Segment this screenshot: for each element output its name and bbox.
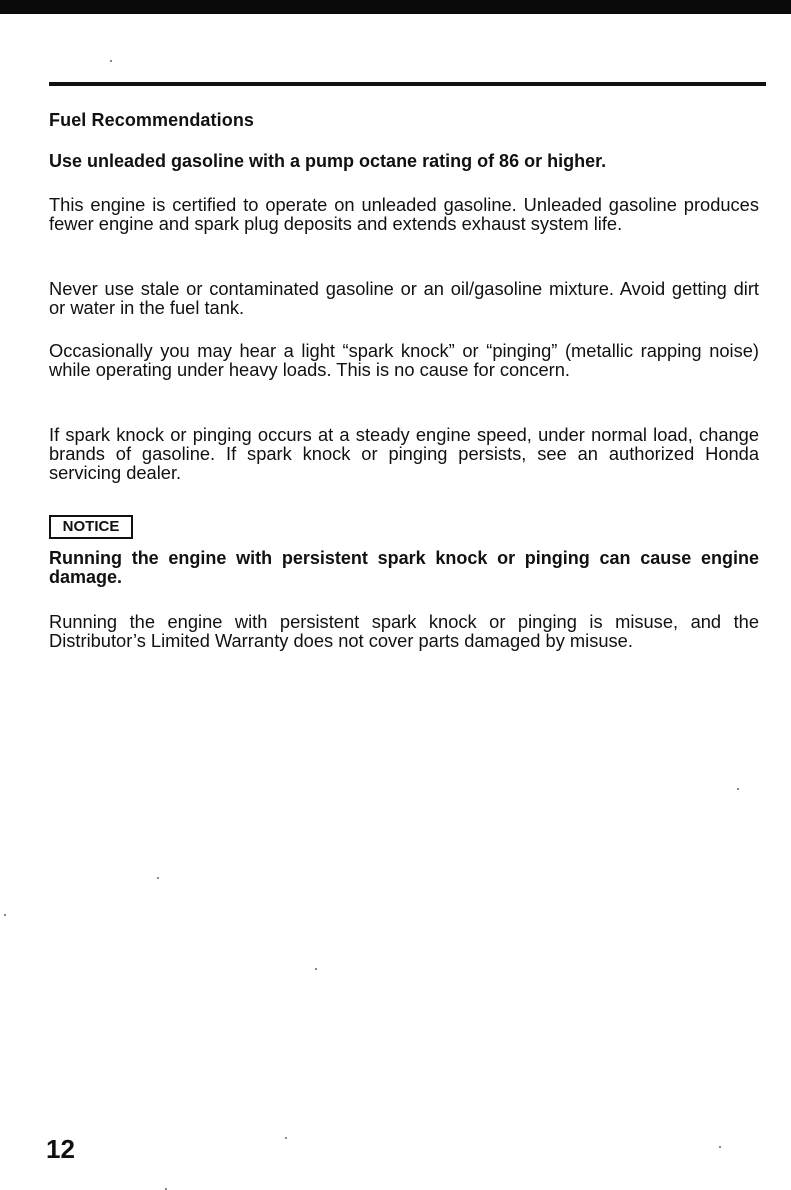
notice-warning: Running the engine with persistent spark knock or pinging can cause engine damage. [49, 548, 759, 587]
page-number: 12 [46, 1134, 75, 1164]
scan-speck [4, 914, 6, 916]
scan-speck [719, 1146, 721, 1148]
scan-speck [157, 877, 159, 879]
scan-top-edge [0, 0, 791, 14]
paragraph-unleaded: This engine is certified to operate on unleaded gasoline. Unleaded gasoline produces fewer engine and spark plug deposits and extends exhaust system life. [49, 194, 759, 234]
scan-speck [110, 60, 112, 62]
paragraph-spark-knock: Occasionally you may hear a light “spark knock” or “pinging” (metallic rapping noise) while operating under heavy loads. This is no cause for concern. [49, 340, 759, 380]
scan-speck [285, 1137, 287, 1139]
section-rule [49, 82, 766, 86]
notice-label: NOTICE [49, 515, 133, 539]
octane-requirement: Use unleaded gasoline with a pump octane rating of 86 or higher. [49, 151, 607, 171]
scan-speck [315, 968, 317, 970]
paragraph-change-brands: If spark knock or pinging occurs at a steady engine speed, under normal load, change brands of gasoline. If spark knock or pinging persists, see an authorized Honda servicing dealer. [49, 424, 759, 483]
paragraph-stale-fuel: Never use stale or contaminated gasoline or an oil/gasoline mixture. Avoid getting dirt or water in the fuel tank. [49, 278, 759, 318]
scan-speck [737, 788, 739, 790]
section-heading: Fuel Recommendations [49, 110, 255, 130]
paragraph-misuse: Running the engine with persistent spark knock or pinging is misuse, and the Distributor’s Limited Warranty does not cover parts damaged by misuse. [49, 611, 759, 651]
